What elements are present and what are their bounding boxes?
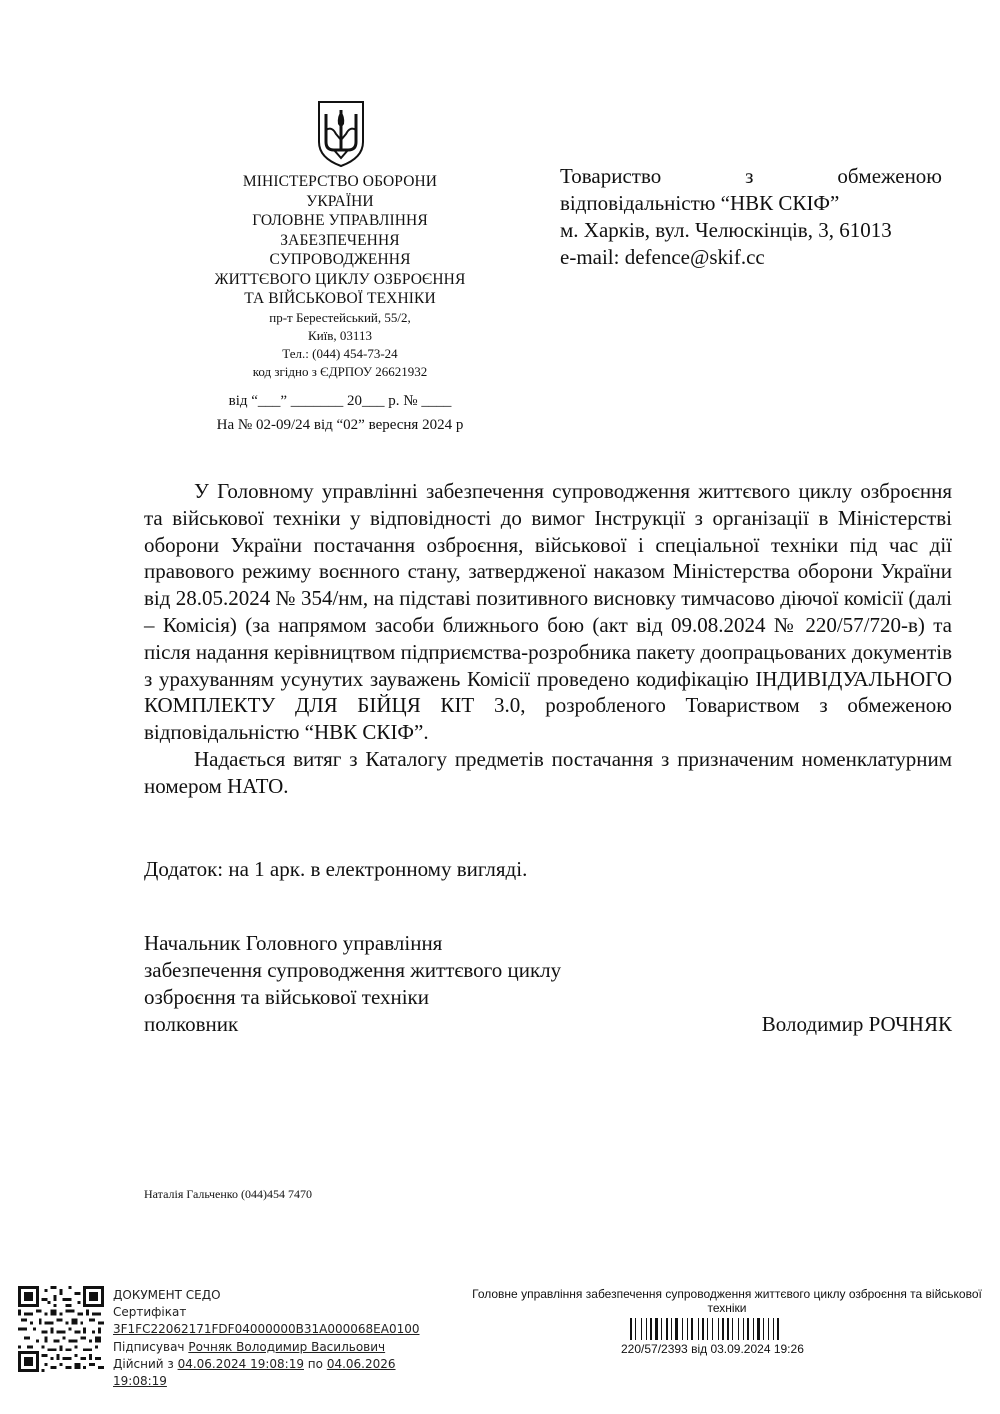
sender-block bbox=[190, 172, 490, 435]
sedo-valid-from: 04.06.2024 19:08:19 bbox=[177, 1356, 304, 1371]
coat-of-arms-icon bbox=[316, 100, 366, 168]
reply-reference: На № 02-09/24 від “02” вересня 2024 р bbox=[216, 416, 464, 433]
letter-body bbox=[144, 478, 952, 800]
sedo-signer-name: Рочняк Володимир Васильович bbox=[188, 1339, 386, 1354]
signatory-title: Начальник Головного управління забезпечення супроводження життєвого циклу озброєння та військової техніки полковник bbox=[144, 931, 562, 1036]
sedo-validity-row: Дійсний з 04.06.2024 19:08:19 по 04.06.2026 bbox=[113, 1356, 396, 1371]
body-paragraph: Надається витяг з Каталогу предметів постачання з призначеним номенклатурним номером НАТО. bbox=[144, 746, 952, 798]
phone-line: Тел.: (044) 454-73-24 bbox=[282, 345, 398, 361]
address-line: пр-т Берестейський, 55/2, bbox=[269, 309, 411, 325]
electronic-signature-stamp bbox=[113, 1287, 420, 1390]
sedo-valid-to: 04.06.2026 bbox=[326, 1356, 396, 1371]
sedo-doc-label: ДОКУМЕНТ СЕДО bbox=[113, 1288, 221, 1302]
address-line: Київ, 03113 bbox=[308, 327, 372, 343]
sedo-cert-id: 3F1FC22062171FDF04000000B31A000068EA0100 bbox=[113, 1322, 420, 1337]
body-paragraph: У Головному управлінні забезпечення супроводження життєвого циклу озброєння та військової техніки у відповідності до вимог Інструкції з організації в Міністерстві оборони України постачання озброєння, військової і спеціальної техніки під час дії правового режиму воєнного стану, затвердженої наказом Міністерства оборони України від 28.05.2024 № 354/нм, на підставі позитивного висновку тимчасово діючої комісії (далі – Комісія) (за напрямом засоби ближнього бою (акт від 09.08.2024 № 220/57/720-в) та після надання керівництвом підприємства-розробника пакету доопрацьованих документів з урахуванням усунутих зауважень Комісії проведено кодифікацію ІНДИВІДУАЛЬНОГО КОМПЛЕКТУ ДЛЯ БІЙЦЯ КІТ 3.0, розробленого Товариством з обмеженою відповідальністю “НВК СКІФ”. bbox=[144, 479, 952, 745]
date-number-field: від “___” _______ 20___ р. № ____ bbox=[228, 392, 452, 409]
attachment-note: Додаток: на 1 арк. в електронному вигляді. bbox=[144, 857, 528, 881]
ministry-line: ЗАБЕЗПЕЧЕННЯ bbox=[280, 231, 400, 249]
executor-contact: Наталія Гальченко (044)454 7470 bbox=[144, 1187, 312, 1201]
registration-number: 220/57/2393 від 03.09.2024 19:26 bbox=[621, 1342, 804, 1356]
ministry-line: ТА ВІЙСЬКОВОЇ ТЕХНІКИ bbox=[244, 290, 436, 307]
registration-org: Головне управління забезпечення супроводження життєвого циклу озброєння та військової техніки bbox=[472, 1287, 982, 1315]
ministry-line: УКРАЇНИ bbox=[306, 192, 374, 210]
ministry-line: ГОЛОВНЕ УПРАВЛІННЯ bbox=[252, 212, 428, 229]
recipient-address: м. Харків, вул. Челюскінців, 3, 61013 bbox=[560, 218, 892, 242]
recipient-line-2: відповідальністю “НВК СКІФ” bbox=[560, 191, 840, 215]
edrpou-line: код згідно з ЄДРПОУ 26621932 bbox=[252, 363, 428, 379]
ministry-line: СУПРОВОДЖЕННЯ bbox=[269, 251, 411, 268]
sedo-valid-to-time: 19:08:19 bbox=[113, 1374, 167, 1389]
recipient-line-1: Товариство з обмеженою bbox=[560, 164, 942, 188]
sedo-cert-label: Сертифікат bbox=[113, 1305, 187, 1320]
recipient-block bbox=[560, 163, 942, 271]
qr-code-icon bbox=[18, 1286, 104, 1372]
signatory-name: Володимир РОЧНЯК bbox=[761, 1012, 952, 1036]
ministry-line: ЖИТТЄВОГО ЦИКЛУ ОЗБРОЄННЯ bbox=[214, 270, 466, 288]
sedo-signer-row: Підписувач Рочняк Володимир Васильович bbox=[113, 1339, 386, 1354]
recipient-email: e-mail: defence@skif.cc bbox=[560, 245, 765, 269]
ministry-line: МІНІСТЕРСТВО ОБОРОНИ bbox=[242, 173, 438, 190]
